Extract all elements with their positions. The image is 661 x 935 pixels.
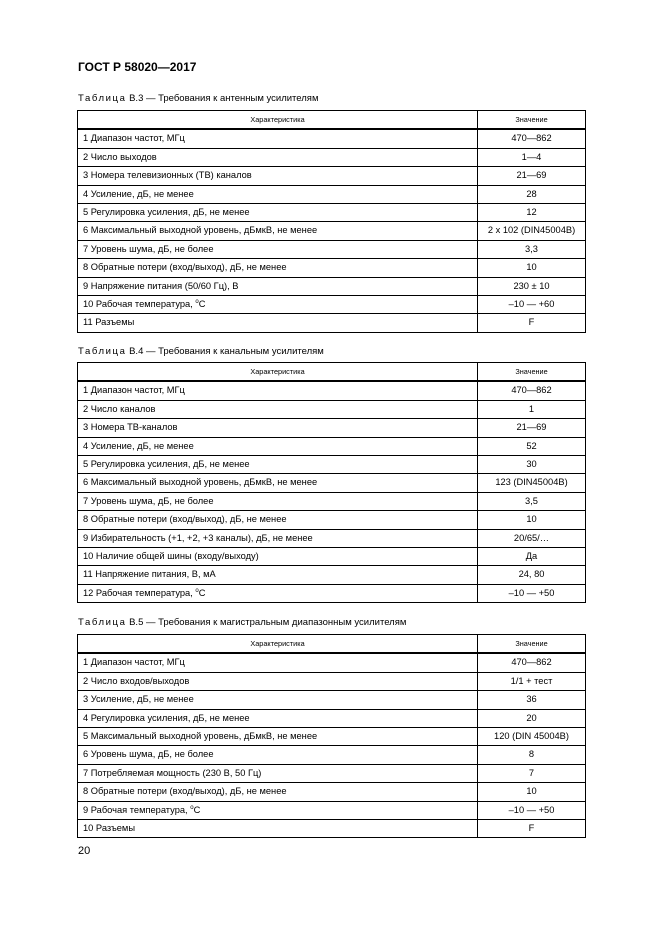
characteristic-text: 8 Обратные потери (вход/выход), дБ, не менее (83, 786, 287, 797)
column-header-value: Значение (478, 635, 586, 654)
characteristic-cell (78, 437, 478, 455)
table-row (78, 204, 586, 222)
characteristic-text: 5 Регулировка усиления, дБ, не менее (83, 207, 250, 218)
value-cell: 12 (478, 204, 586, 222)
document-code: ГОСТ Р 58020—2017 (78, 60, 197, 74)
characteristic-cell (78, 419, 478, 437)
table-row (78, 129, 586, 148)
characteristic-text: 8 Обратные потери (вход/выход), дБ, не менее (83, 514, 287, 525)
characteristic-cell (78, 653, 478, 672)
table-row (78, 783, 586, 801)
unit-text: С (193, 804, 201, 815)
characteristic-text: 3 Номера телевизионных (ТВ) каналов (83, 170, 252, 181)
table-row (78, 566, 586, 584)
degree-superscript: о (195, 299, 199, 306)
table-header-row (78, 363, 586, 382)
degree-superscript: о (190, 804, 194, 811)
characteristic-cell (78, 259, 478, 277)
value-cell: 3,5 (478, 492, 586, 510)
characteristic-text: 2 Число входов/выходов (83, 675, 190, 686)
table-header-row (78, 635, 586, 654)
value-cell: 3,3 (478, 240, 586, 258)
table-row (78, 314, 586, 332)
characteristic-cell (78, 691, 478, 709)
table-caption-title: В.5 — Требования к магистральным диапазонным усилителям (126, 617, 407, 628)
characteristic-cell (78, 511, 478, 529)
characteristic-text: 12 Рабочая температура, (83, 587, 196, 598)
characteristic-text: 10 Наличие общей шины (входу/выходу) (83, 551, 259, 562)
table-header-row (78, 111, 586, 130)
table-row (78, 492, 586, 510)
table-caption-prefix: Таблица (78, 93, 127, 104)
value-cell: 24, 80 (478, 566, 586, 584)
characteristic-text: 5 Регулировка усиления, дБ, не менее (83, 459, 250, 470)
table-row (78, 148, 586, 166)
value-cell: –10 — +60 (478, 296, 586, 314)
value-cell: –10 — +50 (478, 801, 586, 819)
characteristic-text: 10 Разъемы (83, 823, 135, 834)
degree-superscript: о (195, 587, 199, 594)
table-row (78, 653, 586, 672)
characteristic-cell (78, 400, 478, 418)
characteristic-cell (78, 204, 478, 222)
characteristic-cell (78, 492, 478, 510)
value-cell: 28 (478, 185, 586, 203)
column-header-characteristic: Характеристика (78, 635, 478, 654)
characteristic-text: 5 Максимальный выходной уровень, дБмкВ, не менее (83, 731, 318, 742)
table-row (78, 820, 586, 838)
characteristic-text: 11 Разъемы (83, 317, 135, 328)
characteristic-text: 9 Избирательность (+1, +2, +3 каналы), дБ, не менее (83, 532, 313, 543)
value-cell: 20/65/… (478, 529, 586, 547)
value-cell: 52 (478, 437, 586, 455)
characteristic-text: 9 Рабочая температура, (83, 804, 191, 815)
table-row (78, 709, 586, 727)
value-cell: 470—862 (478, 381, 586, 400)
value-cell: 2 х 102 (DIN45004B) (478, 222, 586, 240)
value-cell: 10 (478, 259, 586, 277)
table-caption (78, 346, 324, 357)
value-cell: 1 (478, 400, 586, 418)
value-cell: 10 (478, 783, 586, 801)
table-row (78, 277, 586, 295)
column-header-characteristic: Характеристика (78, 363, 478, 382)
characteristic-text: 1 Диапазон частот, МГц (83, 385, 185, 396)
characteristic-text: 6 Уровень шума, дБ, не более (83, 749, 214, 760)
value-cell: 470—862 (478, 653, 586, 672)
characteristic-text: 7 Уровень шума, дБ, не более (83, 495, 214, 506)
characteristic-cell (78, 314, 478, 332)
value-cell: 1—4 (478, 148, 586, 166)
characteristic-text: 7 Уровень шума, дБ, не более (83, 243, 214, 254)
characteristic-text: 4 Усиление, дБ, не менее (83, 440, 194, 451)
table-caption (78, 93, 318, 104)
characteristic-cell (78, 709, 478, 727)
table-row (78, 400, 586, 418)
value-cell: 36 (478, 691, 586, 709)
characteristic-cell (78, 548, 478, 566)
value-cell: 21—69 (478, 167, 586, 185)
table-caption-title: В.4 — Требования к канальным усилителям (126, 346, 324, 357)
characteristic-cell (78, 474, 478, 492)
table-row (78, 584, 586, 602)
value-cell: 123 (DIN45004B) (478, 474, 586, 492)
value-cell: 21—69 (478, 419, 586, 437)
value-cell: 1/1 + тест (478, 672, 586, 690)
characteristic-text: 11 Напряжение питания, В, мА (83, 569, 216, 580)
unit-text: С (198, 587, 206, 598)
table-row (78, 746, 586, 764)
characteristic-cell (78, 672, 478, 690)
value-cell: 30 (478, 456, 586, 474)
value-cell: –10 — +50 (478, 584, 586, 602)
value-cell: 230 ± 10 (478, 277, 586, 295)
characteristic-cell (78, 185, 478, 203)
value-cell: 7 (478, 764, 586, 782)
characteristic-text: 1 Диапазон частот, МГц (83, 657, 185, 668)
characteristic-text: 2 Число каналов (83, 403, 156, 414)
characteristic-cell (78, 222, 478, 240)
table-row (78, 672, 586, 690)
value-cell: F (478, 820, 586, 838)
table-row (78, 511, 586, 529)
characteristic-text: 2 Число выходов (83, 151, 157, 162)
characteristic-text: 10 Рабочая температура, (83, 299, 196, 310)
table-row (78, 259, 586, 277)
characteristic-cell (78, 820, 478, 838)
table-row (78, 548, 586, 566)
table-row (78, 691, 586, 709)
unit-text: С (198, 299, 206, 310)
characteristic-cell (78, 728, 478, 746)
table-row (78, 240, 586, 258)
table-row (78, 222, 586, 240)
table-row (78, 381, 586, 400)
characteristic-text: 6 Максимальный выходной уровень, дБмкВ, не менее (83, 225, 318, 236)
characteristic-cell (78, 148, 478, 166)
table-row (78, 419, 586, 437)
table-caption (78, 617, 406, 628)
characteristic-text: 6 Максимальный выходной уровень, дБмкВ, не менее (83, 477, 318, 488)
table-row (78, 764, 586, 782)
characteristic-text: 9 Напряжение питания (50/60 Гц), В (83, 280, 239, 291)
table-row (78, 474, 586, 492)
requirements-table (77, 362, 586, 603)
requirements-table (77, 634, 586, 838)
value-cell: 10 (478, 511, 586, 529)
value-cell: Да (478, 548, 586, 566)
characteristic-text: 8 Обратные потери (вход/выход), дБ, не менее (83, 262, 287, 273)
characteristic-cell (78, 277, 478, 295)
characteristic-cell (78, 566, 478, 584)
characteristic-cell (78, 240, 478, 258)
characteristic-cell (78, 167, 478, 185)
table-row (78, 728, 586, 746)
column-header-value: Значение (478, 111, 586, 130)
characteristic-cell (78, 381, 478, 400)
table-row (78, 167, 586, 185)
value-cell: 8 (478, 746, 586, 764)
characteristic-cell (78, 764, 478, 782)
value-cell: 20 (478, 709, 586, 727)
column-header-characteristic: Характеристика (78, 111, 478, 130)
table-row (78, 529, 586, 547)
characteristic-cell (78, 129, 478, 148)
value-cell: F (478, 314, 586, 332)
characteristic-cell (78, 801, 478, 819)
table-row (78, 456, 586, 474)
characteristic-text: 4 Регулировка усиления, дБ, не менее (83, 712, 250, 723)
table-row (78, 437, 586, 455)
characteristic-text: 3 Усиление, дБ, не менее (83, 694, 194, 705)
table-row (78, 185, 586, 203)
characteristic-cell (78, 529, 478, 547)
page-number: 20 (78, 845, 91, 857)
table-row (78, 296, 586, 314)
characteristic-cell (78, 746, 478, 764)
value-cell: 470—862 (478, 129, 586, 148)
characteristic-text: 7 Потребляемая мощность (230 В, 50 Гц) (83, 767, 262, 778)
characteristic-cell (78, 296, 478, 314)
characteristic-text: 1 Диапазон частот, МГц (83, 133, 185, 144)
characteristic-cell (78, 783, 478, 801)
table-caption-prefix: Таблица (78, 617, 127, 628)
characteristic-text: 4 Усиление, дБ, не менее (83, 188, 194, 199)
table-caption-prefix: Таблица (78, 346, 127, 357)
table-row (78, 801, 586, 819)
characteristic-cell (78, 584, 478, 602)
value-cell: 120 (DIN 45004B) (478, 728, 586, 746)
characteristic-cell (78, 456, 478, 474)
requirements-table (77, 110, 586, 333)
column-header-value: Значение (478, 363, 586, 382)
characteristic-text: 3 Номера ТВ-каналов (83, 422, 178, 433)
table-caption-title: В.3 — Требования к антенным усилителям (126, 93, 319, 104)
